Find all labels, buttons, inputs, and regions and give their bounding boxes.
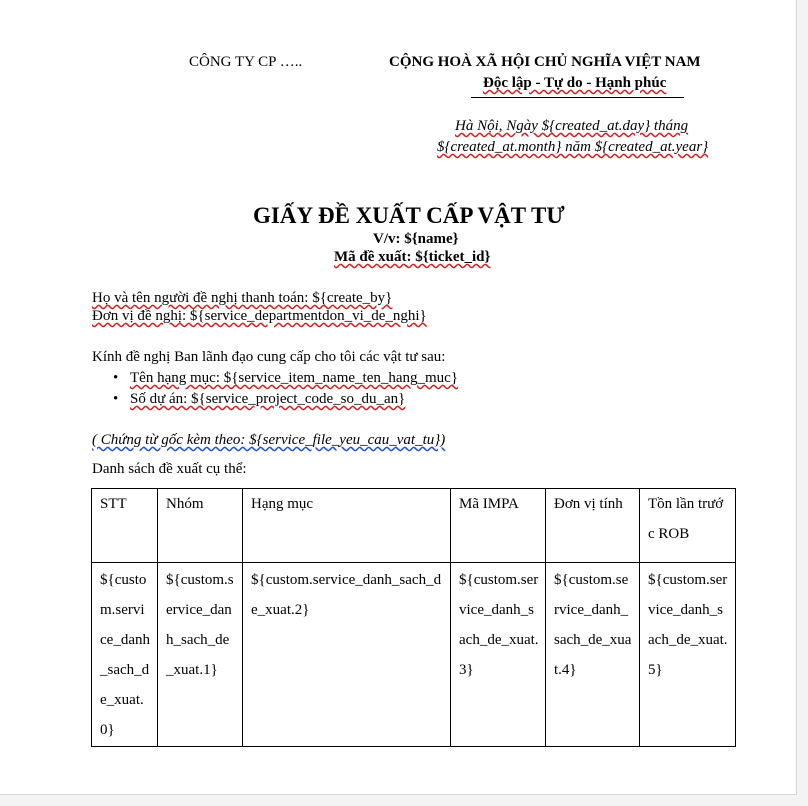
table-row [92, 563, 736, 747]
document-subject: V/v: ${name} [373, 231, 459, 247]
date-line-1: Hà Nội, Ngày ${created_at.day} tháng [455, 118, 689, 134]
header-stt: STT [92, 489, 158, 563]
ticket-code-value: : ${ticket_id} [406, 249, 491, 265]
bullet-dot: • [113, 391, 119, 407]
ticket-code [334, 247, 490, 267]
document-title: GIẤY ĐỀ XUẤT CẤP VẬT TƯ [253, 203, 565, 228]
table-cell: ${custom.service_danh_sach_de_xuat.3} [451, 563, 546, 747]
header-hang-muc: Hạng mục [243, 489, 451, 563]
request-intro: Kính đề nghị Ban lãnh đạo cung cấp cho tôi các vật tư sau: [92, 349, 446, 365]
table-cell: ${custom.service_danh_sach_de_xuat.4} [546, 563, 640, 747]
date-line-2: ${created_at.month} năm ${created_at.year} [437, 139, 709, 155]
requester-line: Họ và tên người đề nghị thanh toán: ${create_by} [92, 290, 393, 306]
company-name: CÔNG TY CP ….. [189, 54, 303, 70]
attachment-line: ( Chứng từ gốc kèm theo: ${service_file_yeu_cau_vat_tu}) [92, 432, 446, 448]
ticket-code-label: Mã đề xuất [334, 249, 407, 265]
table-cell: ${custom.service_danh_sach_de_xuat.0} [92, 563, 158, 747]
motto-underline [471, 97, 684, 98]
bullet-item-name: Tên hạng mục: ${service_item_name_ten_hang_muc} [130, 370, 459, 386]
table-cell: ${custom.service_danh_sach_de_xuat.1} [158, 563, 243, 747]
bullet-project-code: Số dự án: ${service_project_code_so_du_an} [130, 391, 406, 407]
department-line: Đơn vị đề nghị: ${service_departmentdon_vi_de_nghi} [92, 308, 427, 324]
header-don-vi-tinh: Đơn vị tính [546, 489, 640, 563]
bullet-dot: • [113, 370, 119, 386]
list-heading: Danh sách đề xuất cụ thể: [92, 461, 247, 477]
table-cell: ${custom.service_danh_sach_de_xuat.2} [243, 563, 451, 747]
header-nhom: Nhóm [158, 489, 243, 563]
table-header-row [92, 489, 736, 563]
national-motto: Độc lập - Tự do - Hạnh phúc [483, 75, 667, 91]
header-ma-impa: Mã IMPA [451, 489, 546, 563]
proposal-table [91, 488, 736, 747]
nation-name: CỘNG HOÀ XÃ HỘI CHỦ NGHĨA VIỆT NAM [389, 54, 701, 70]
header-ton-lan-truoc: Tồn lần trước ROB [640, 489, 736, 563]
table-cell: ${custom.service_danh_sach_de_xuat.5} [640, 563, 736, 747]
